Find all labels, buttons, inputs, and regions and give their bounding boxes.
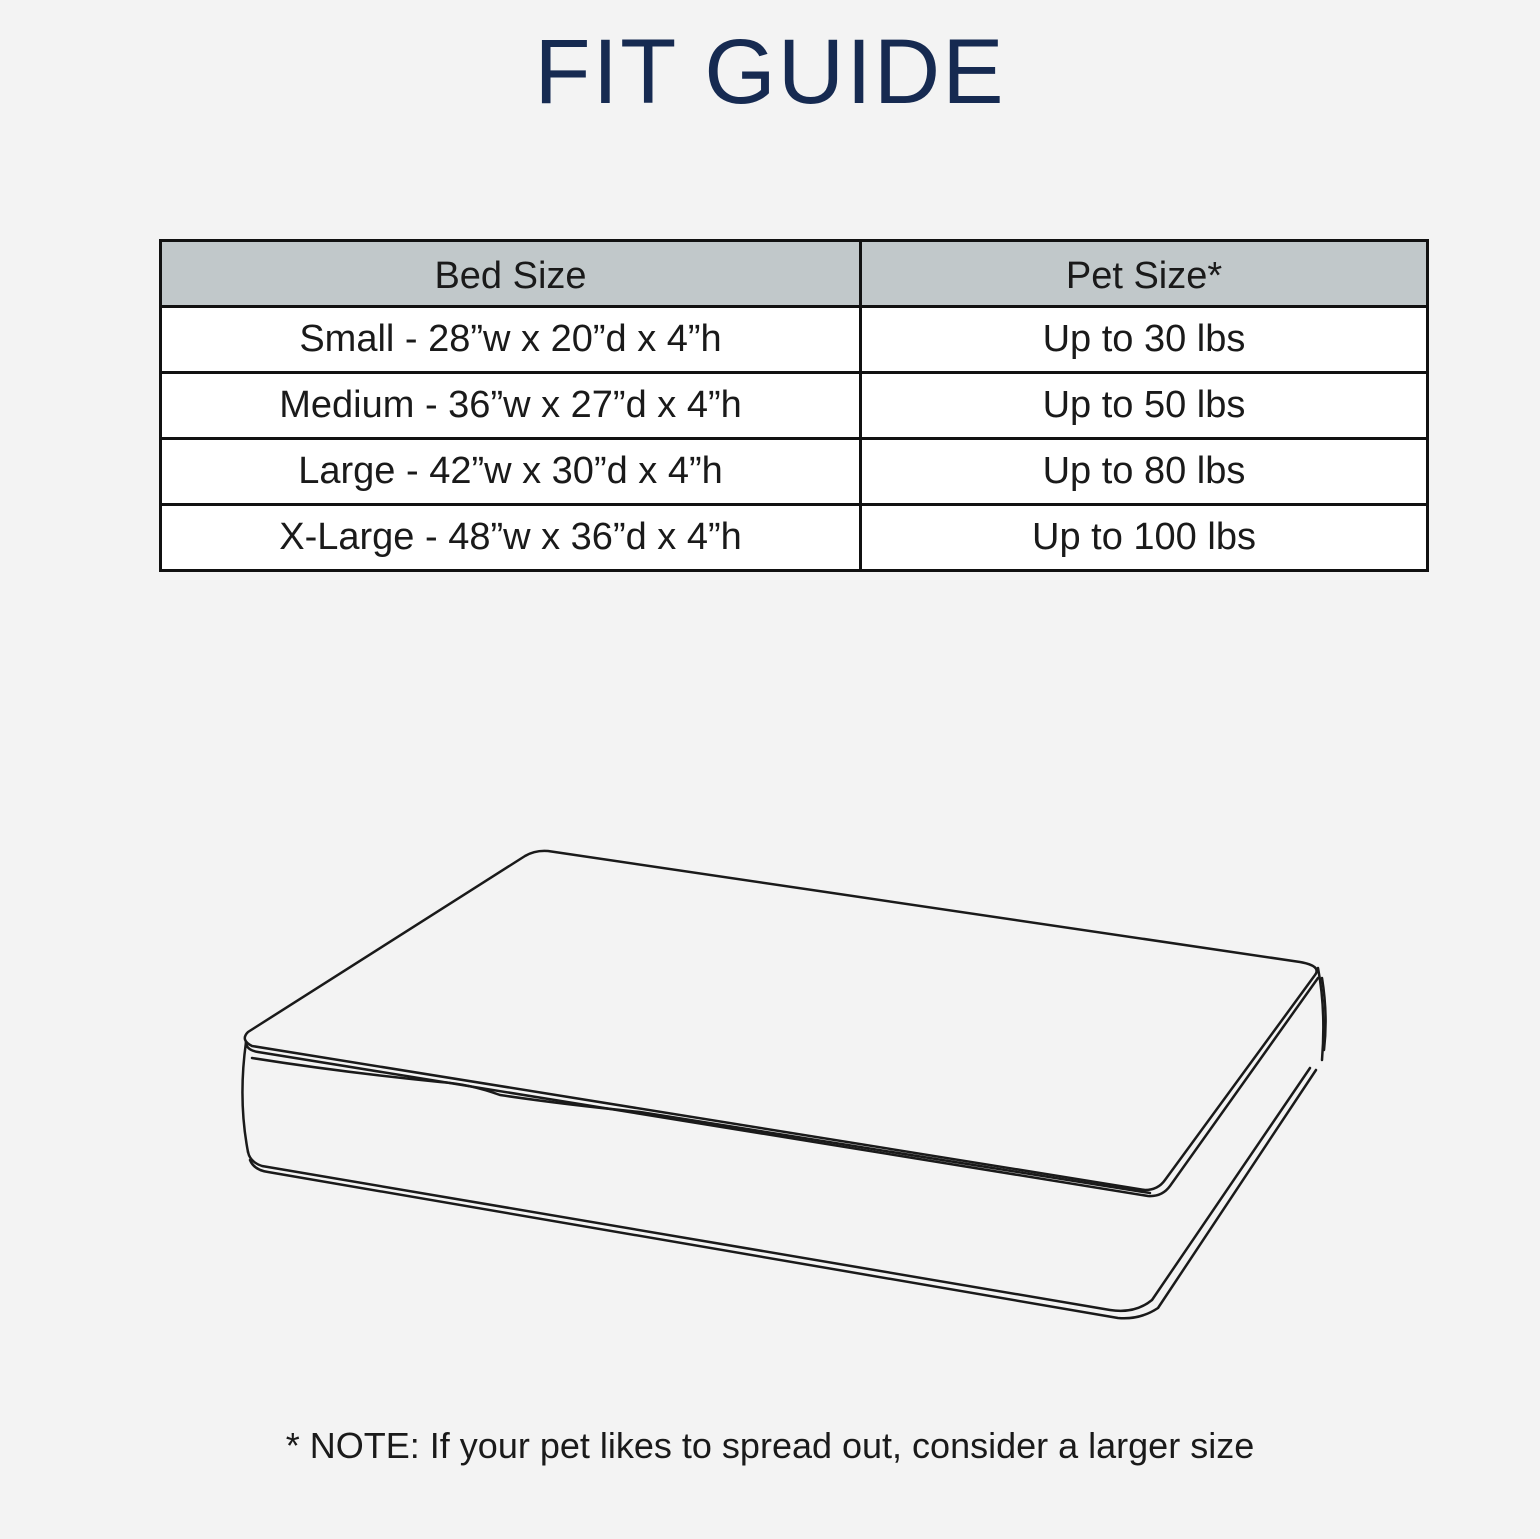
bed-size-cell: Medium - 36”w x 27”d x 4”h <box>161 373 861 439</box>
bed-size-cell: Small - 28”w x 20”d x 4”h <box>161 307 861 373</box>
bed-size-cell: X-Large - 48”w x 36”d x 4”h <box>161 505 861 571</box>
table-header-row <box>161 241 1428 307</box>
table-row <box>161 307 1428 373</box>
pet-bed-illustration <box>230 835 1340 1335</box>
header-bed-size: Bed Size <box>161 241 861 307</box>
table-row <box>161 439 1428 505</box>
bed-size-cell: Large - 42”w x 30”d x 4”h <box>161 439 861 505</box>
table-row <box>161 505 1428 571</box>
page-title: FIT GUIDE <box>534 21 1006 123</box>
table-row <box>161 373 1428 439</box>
header-pet-size: Pet Size* <box>861 241 1428 307</box>
pet-size-cell: Up to 80 lbs <box>861 439 1428 505</box>
pet-size-cell: Up to 50 lbs <box>861 373 1428 439</box>
pet-size-cell: Up to 30 lbs <box>861 307 1428 373</box>
pet-size-cell: Up to 100 lbs <box>861 505 1428 571</box>
fit-guide-table <box>159 239 1429 572</box>
footnote: * NOTE: If your pet likes to spread out, consider a larger size <box>285 1425 1255 1466</box>
